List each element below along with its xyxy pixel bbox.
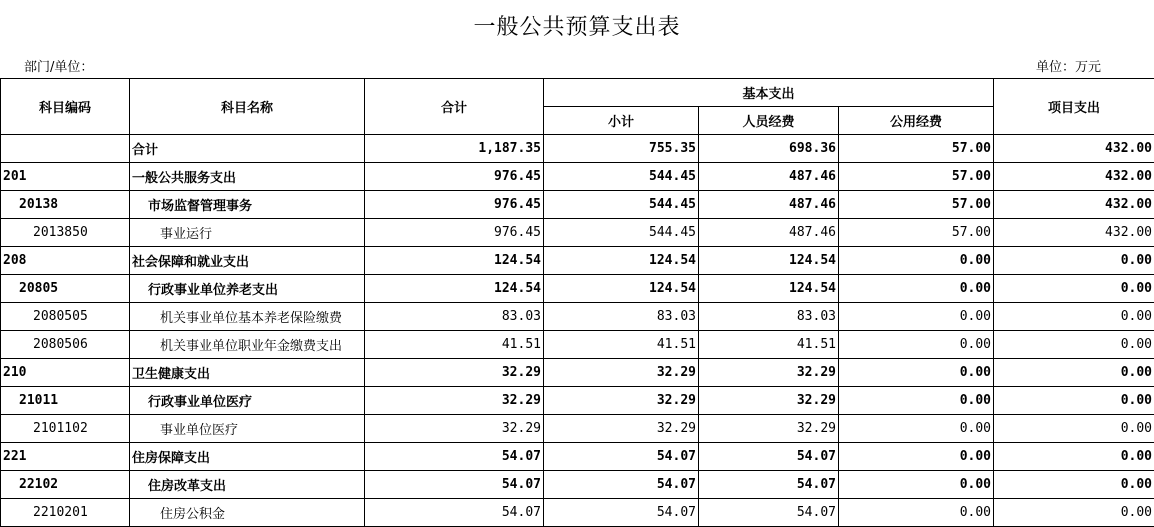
cell-name: 住房公积金 (130, 499, 365, 527)
cell-code: 20805 (1, 275, 130, 303)
cell-name: 市场监督管理事务 (130, 191, 365, 219)
cell-name: 事业单位医疗 (130, 415, 365, 443)
cell-project: 0.00 (994, 443, 1154, 471)
department-label: 部门/单位： (24, 60, 94, 75)
table-row (1, 331, 1154, 359)
table-row (1, 219, 1154, 247)
cell-total: 124.54 (365, 247, 544, 275)
unit-label: 单位：万元 (1036, 60, 1102, 75)
cell-name: 事业运行 (130, 219, 365, 247)
cell-subtotal: 41.51 (544, 331, 699, 359)
cell-subtotal: 544.45 (544, 163, 699, 191)
header-personnel: 人员经费 (699, 107, 839, 135)
cell-subtotal: 32.29 (544, 415, 699, 443)
header-row-1 (1, 79, 1154, 107)
cell-public: 0.00 (839, 387, 994, 415)
cell-personnel: 124.54 (699, 247, 839, 275)
cell-total: 32.29 (365, 359, 544, 387)
cell-subtotal: 755.35 (544, 135, 699, 163)
cell-project: 0.00 (994, 331, 1154, 359)
cell-personnel: 83.03 (699, 303, 839, 331)
cell-public: 0.00 (839, 359, 994, 387)
cell-subtotal: 124.54 (544, 247, 699, 275)
cell-personnel: 487.46 (699, 163, 839, 191)
cell-personnel: 487.46 (699, 191, 839, 219)
cell-subtotal: 54.07 (544, 471, 699, 499)
cell-subtotal: 32.29 (544, 359, 699, 387)
cell-public: 0.00 (839, 443, 994, 471)
cell-personnel: 54.07 (699, 471, 839, 499)
table-row (1, 443, 1154, 471)
cell-code: 2101102 (1, 415, 130, 443)
cell-total: 32.29 (365, 415, 544, 443)
cell-subtotal: 544.45 (544, 219, 699, 247)
cell-name: 机关事业单位基本养老保险缴费 (130, 303, 365, 331)
header-name: 科目名称 (130, 79, 365, 135)
cell-subtotal: 54.07 (544, 499, 699, 527)
cell-project: 0.00 (994, 471, 1154, 499)
cell-name: 行政事业单位养老支出 (130, 275, 365, 303)
cell-total: 83.03 (365, 303, 544, 331)
cell-project: 0.00 (994, 359, 1154, 387)
cell-project: 0.00 (994, 303, 1154, 331)
cell-project: 432.00 (994, 219, 1154, 247)
cell-project: 0.00 (994, 387, 1154, 415)
cell-personnel: 698.36 (699, 135, 839, 163)
cell-personnel: 487.46 (699, 219, 839, 247)
cell-code: 2080505 (1, 303, 130, 331)
cell-total: 54.07 (365, 499, 544, 527)
table-row (1, 247, 1154, 275)
cell-project: 0.00 (994, 499, 1154, 527)
table-row (1, 359, 1154, 387)
cell-project: 432.00 (994, 163, 1154, 191)
cell-total: 976.45 (365, 191, 544, 219)
cell-name: 行政事业单位医疗 (130, 387, 365, 415)
cell-public: 0.00 (839, 499, 994, 527)
cell-project: 432.00 (994, 135, 1154, 163)
table-row (1, 303, 1154, 331)
cell-name: 社会保障和就业支出 (130, 247, 365, 275)
cell-project: 0.00 (994, 275, 1154, 303)
header-total: 合计 (365, 79, 544, 135)
header-project: 项目支出 (994, 79, 1154, 135)
cell-subtotal: 124.54 (544, 275, 699, 303)
header-basic: 基本支出 (544, 79, 994, 107)
cell-personnel: 124.54 (699, 275, 839, 303)
cell-personnel: 41.51 (699, 331, 839, 359)
cell-personnel: 32.29 (699, 387, 839, 415)
cell-personnel: 32.29 (699, 415, 839, 443)
cell-subtotal: 544.45 (544, 191, 699, 219)
cell-code: 208 (1, 247, 130, 275)
table-row (1, 191, 1154, 219)
cell-total: 32.29 (365, 387, 544, 415)
cell-public: 0.00 (839, 415, 994, 443)
cell-total: 124.54 (365, 275, 544, 303)
cell-name: 住房改革支出 (130, 471, 365, 499)
cell-code: 22102 (1, 471, 130, 499)
table-row (1, 471, 1154, 499)
page-title: 一般公共预算支出表 (473, 15, 681, 40)
cell-public: 57.00 (839, 191, 994, 219)
budget-table (0, 78, 1154, 527)
cell-total: 976.45 (365, 163, 544, 191)
cell-name: 卫生健康支出 (130, 359, 365, 387)
header-code: 科目编码 (1, 79, 130, 135)
cell-personnel: 54.07 (699, 499, 839, 527)
cell-code: 2080506 (1, 331, 130, 359)
cell-public: 57.00 (839, 163, 994, 191)
cell-code: 20138 (1, 191, 130, 219)
table-row (1, 415, 1154, 443)
cell-code: 221 (1, 443, 130, 471)
cell-total: 54.07 (365, 443, 544, 471)
cell-total: 976.45 (365, 219, 544, 247)
cell-code (1, 135, 130, 163)
cell-name: 一般公共服务支出 (130, 163, 365, 191)
cell-total: 1,187.35 (365, 135, 544, 163)
cell-public: 0.00 (839, 331, 994, 359)
table-body (1, 135, 1154, 527)
header-subtotal: 小计 (544, 107, 699, 135)
cell-code: 2210201 (1, 499, 130, 527)
cell-code: 21011 (1, 387, 130, 415)
cell-total: 41.51 (365, 331, 544, 359)
table-row (1, 135, 1154, 163)
table-row (1, 387, 1154, 415)
cell-subtotal: 83.03 (544, 303, 699, 331)
cell-subtotal: 32.29 (544, 387, 699, 415)
cell-public: 0.00 (839, 471, 994, 499)
table-row (1, 163, 1154, 191)
cell-project: 0.00 (994, 415, 1154, 443)
cell-project: 432.00 (994, 191, 1154, 219)
cell-public: 0.00 (839, 303, 994, 331)
table-row (1, 275, 1154, 303)
table-row (1, 499, 1154, 527)
cell-name: 合计 (130, 135, 365, 163)
header-public: 公用经费 (839, 107, 994, 135)
cell-project: 0.00 (994, 247, 1154, 275)
cell-code: 201 (1, 163, 130, 191)
cell-personnel: 32.29 (699, 359, 839, 387)
cell-personnel: 54.07 (699, 443, 839, 471)
cell-code: 2013850 (1, 219, 130, 247)
cell-public: 57.00 (839, 219, 994, 247)
cell-subtotal: 54.07 (544, 443, 699, 471)
cell-public: 0.00 (839, 247, 994, 275)
cell-public: 57.00 (839, 135, 994, 163)
cell-public: 0.00 (839, 275, 994, 303)
cell-name: 住房保障支出 (130, 443, 365, 471)
cell-total: 54.07 (365, 471, 544, 499)
cell-name: 机关事业单位职业年金缴费支出 (130, 331, 365, 359)
cell-code: 210 (1, 359, 130, 387)
